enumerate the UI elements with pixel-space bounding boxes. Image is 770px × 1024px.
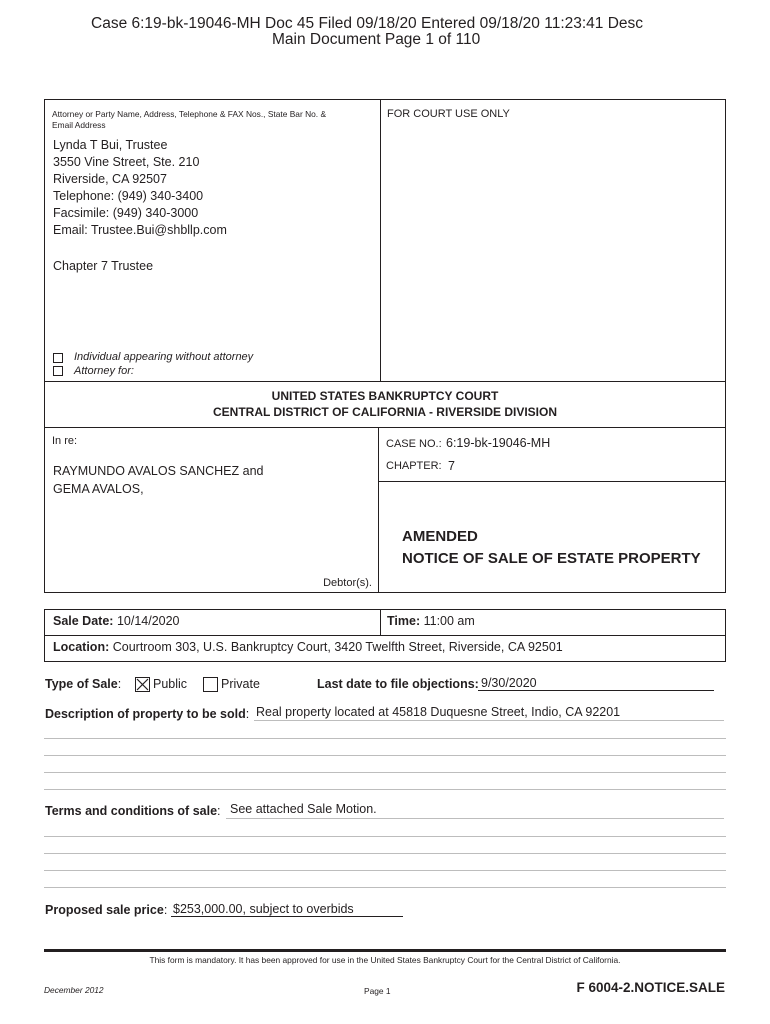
footer-page: Page 1: [364, 986, 391, 996]
type-of-sale-row: Type of Sale:: [45, 677, 122, 691]
description-value: Real property located at 45818 Duquesne Street, Indio, CA 92201: [256, 705, 621, 719]
court-name-line2: CENTRAL DISTRICT OF CALIFORNIA - RIVERSIDE DIVISION: [212, 405, 557, 419]
footer-mandatory: This form is mandatory. It has been approved for use in the United States Bankruptcy Court for the Central District of California.: [149, 955, 621, 965]
case-header-line1: Case 6:19-bk-19046-MH Doc 45 Filed 09/18/20 Entered 09/18/20 11:23:41 Desc: [91, 15, 644, 32]
objections-label: Last date to file objections:: [317, 677, 479, 691]
public-label: Public: [153, 677, 188, 691]
attorney-line: Facsimile: (949) 340-3000: [53, 206, 199, 220]
individual-checkbox[interactable]: [53, 353, 63, 363]
doc-title-line1: AMENDED: [402, 528, 478, 545]
terms-row: Terms and conditions of sale:: [45, 804, 221, 818]
footer-rule: [44, 949, 726, 952]
objections-date: 9/30/2020: [481, 676, 537, 690]
court-use-label: FOR COURT USE ONLY: [387, 108, 510, 120]
debtors-label: Debtor(s).: [323, 577, 372, 589]
debtor-name-line2: GEMA AVALOS,: [53, 482, 144, 496]
individual-checkbox-label: Individual appearing without attorney: [74, 351, 254, 363]
attorney-role: Chapter 7 Trustee: [53, 259, 154, 273]
court-name-line1: UNITED STATES BANKRUPTCY COURT: [271, 389, 499, 403]
attorney-for-checkbox[interactable]: [53, 366, 63, 376]
sale-time-value: 11:00 am: [423, 614, 475, 628]
terms-label: Terms and conditions of sale: [45, 804, 218, 818]
sale-location-value: Courtroom 303, U.S. Bankruptcy Court, 3420 Twelfth Street, Riverside, CA 92501: [112, 640, 563, 654]
attorney-for-checkbox-label: Attorney for:: [74, 365, 134, 377]
case-number-label: CASE NO.:: [386, 438, 442, 450]
type-of-sale-label: Type of Sale: [45, 677, 118, 691]
sale-date-label: Sale Date:: [53, 614, 114, 628]
terms-value: See attached Sale Motion.: [230, 802, 377, 816]
private-label: Private: [221, 677, 260, 691]
footer-form-id: F 6004-2.NOTICE.SALE: [576, 980, 725, 995]
check-x-icon: [136, 678, 149, 691]
footer-date: December 2012: [44, 985, 104, 995]
case-header-line2: Main Document Page 1 of 110: [272, 31, 481, 48]
sale-date-row: [53, 614, 180, 628]
sale-location-label: Location:: [53, 640, 110, 654]
attorney-line: Riverside, CA 92507: [53, 172, 167, 186]
case-number: 6:19-bk-19046-MH: [446, 436, 551, 450]
private-checkbox[interactable]: [203, 677, 218, 692]
sale-time-label: Time:: [387, 614, 421, 628]
attorney-line: Lynda T Bui, Trustee: [53, 138, 168, 152]
description-row: Description of property to be sold:: [45, 707, 250, 721]
attorney-info: [53, 137, 227, 239]
sale-location-row: [53, 640, 563, 654]
price-label: Proposed sale price: [45, 903, 164, 917]
price-row: Proposed sale price:: [45, 903, 168, 917]
description-label: Description of property to be sold: [45, 707, 246, 721]
price-value: $253,000.00, subject to overbids: [173, 902, 354, 916]
attorney-line: Telephone: (949) 340-3400: [53, 189, 204, 203]
doc-title-line2: NOTICE OF SALE OF ESTATE PROPERTY: [402, 550, 701, 567]
debtor-name-line1: RAYMUNDO AVALOS SANCHEZ and: [53, 464, 264, 478]
chapter-number: 7: [448, 459, 455, 473]
chapter-label: CHAPTER:: [386, 460, 442, 472]
sale-time-row: [387, 614, 475, 628]
attorney-label-line2: Email Address: [52, 120, 106, 130]
attorney-line: 3550 Vine Street, Ste. 210: [53, 155, 200, 169]
attorney-label-line1: Attorney or Party Name, Address, Telephone & FAX Nos., State Bar No. &: [52, 109, 327, 119]
in-re-label: In re:: [52, 435, 78, 447]
public-checkbox[interactable]: [135, 677, 150, 692]
attorney-line: Email: Trustee.Bui@shbllp.com: [53, 223, 227, 237]
sale-date-value: 10/14/2020: [116, 614, 180, 628]
